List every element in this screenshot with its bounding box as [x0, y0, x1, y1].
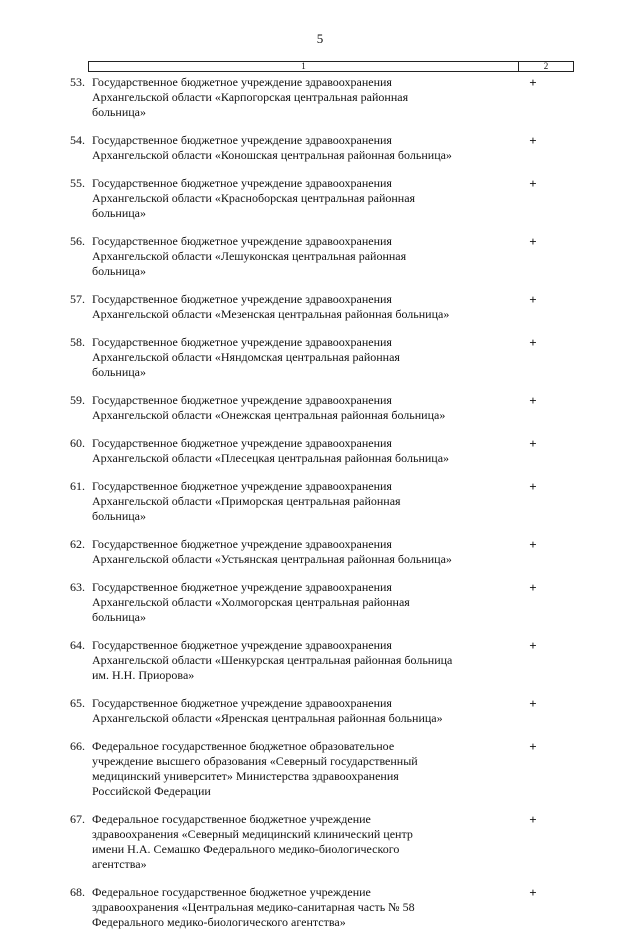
- institution-name: [92, 393, 502, 423]
- inclusion-mark: +: [529, 885, 537, 900]
- institution-name: [92, 580, 502, 625]
- inclusion-mark: +: [529, 335, 537, 350]
- item-number: 60.: [70, 436, 85, 450]
- item-number: 61.: [70, 479, 85, 493]
- institution-name-line: Архангельской области «Яренская центральная районная больница»: [92, 711, 443, 725]
- inclusion-mark: +: [529, 812, 537, 827]
- institution-name: [92, 234, 502, 279]
- institution-name-line: Архангельской области «Приморская центральная районная: [92, 494, 401, 508]
- institution-name-line: агентства»: [92, 857, 147, 871]
- list-item: [0, 479, 640, 524]
- institution-name-line: здравоохранения «Северный медицинский клинический центр: [92, 827, 413, 841]
- inclusion-mark: +: [529, 176, 537, 191]
- institution-name-line: Государственное бюджетное учреждение здравоохранения: [92, 133, 392, 147]
- institution-name: [92, 739, 502, 799]
- institution-name-line: Архангельской области «Няндомская центральная районная: [92, 350, 400, 364]
- institution-name-line: больница»: [92, 365, 146, 379]
- list-item: [0, 393, 640, 423]
- institution-name-line: Архангельской области «Карпогорская центральная районная: [92, 90, 409, 104]
- institution-name: [92, 812, 502, 872]
- item-number: 66.: [70, 739, 85, 753]
- inclusion-mark: +: [529, 75, 537, 90]
- institution-name-line: больница»: [92, 105, 146, 119]
- institution-name-line: Архангельской области «Коношская центральная районная больница»: [92, 148, 452, 162]
- list-item: [0, 696, 640, 726]
- institution-name-line: им. Н.Н. Приорова»: [92, 668, 195, 682]
- institution-name-line: Государственное бюджетное учреждение здравоохранения: [92, 580, 392, 594]
- institution-name-line: Государственное бюджетное учреждение здравоохранения: [92, 335, 392, 349]
- inclusion-mark: +: [529, 739, 537, 754]
- item-number: 55.: [70, 176, 85, 190]
- institution-name-line: Архангельской области «Красноборская центральная районная: [92, 191, 416, 205]
- list-item: [0, 75, 640, 120]
- item-number: 56.: [70, 234, 85, 248]
- inclusion-mark: +: [529, 133, 537, 148]
- list-item: [0, 638, 640, 683]
- item-number: 67.: [70, 812, 85, 826]
- table-header: [88, 61, 574, 72]
- institution-name-line: Архангельской области «Плесецкая центральная районная больница»: [92, 451, 450, 465]
- institution-name-line: Архангельской области «Лешуконская центральная районная: [92, 249, 407, 263]
- item-number: 62.: [70, 537, 85, 551]
- institution-name: [92, 885, 502, 930]
- institution-name-line: Государственное бюджетное учреждение здравоохранения: [92, 479, 392, 493]
- list-item: [0, 234, 640, 279]
- header-col-1: 1: [89, 62, 519, 71]
- inclusion-mark: +: [529, 580, 537, 595]
- page-number: 5: [316, 31, 324, 46]
- institution-name-line: больница»: [92, 264, 146, 278]
- institution-name: [92, 436, 502, 466]
- inclusion-mark: +: [529, 537, 537, 552]
- item-number: 57.: [70, 292, 85, 306]
- institution-name-line: Государственное бюджетное учреждение здравоохранения: [92, 234, 392, 248]
- institution-name-line: Федеральное государственное бюджетное учреждение: [92, 812, 371, 826]
- list-item: [0, 292, 640, 322]
- institution-name: [92, 176, 502, 221]
- list-item: [0, 436, 640, 466]
- institution-name-line: Архангельской области «Шенкурская центральная районная больница: [92, 653, 453, 667]
- institution-list: [0, 75, 640, 943]
- institution-name-line: Федеральное государственное бюджетное образовательное: [92, 739, 395, 753]
- institution-name-line: медицинский университет» Министерства здравоохранения: [92, 769, 399, 783]
- institution-name-line: Государственное бюджетное учреждение здравоохранения: [92, 638, 392, 652]
- item-number: 58.: [70, 335, 85, 349]
- institution-name: [92, 292, 502, 322]
- item-number: 68.: [70, 885, 85, 899]
- inclusion-mark: +: [529, 393, 537, 408]
- institution-name-line: Государственное бюджетное учреждение здравоохранения: [92, 292, 392, 306]
- institution-name-line: Государственное бюджетное учреждение здравоохранения: [92, 696, 392, 710]
- list-item: [0, 537, 640, 567]
- institution-name: [92, 479, 502, 524]
- inclusion-mark: +: [529, 436, 537, 451]
- institution-name-line: Государственное бюджетное учреждение здравоохранения: [92, 176, 392, 190]
- item-number: 63.: [70, 580, 85, 594]
- institution-name: [92, 133, 502, 163]
- header-col-2: 2: [543, 61, 549, 71]
- inclusion-mark: +: [529, 479, 537, 494]
- institution-name-line: учреждение высшего образования «Северный государственный: [92, 754, 418, 768]
- item-number: 65.: [70, 696, 85, 710]
- institution-name-line: Федеральное государственное бюджетное учреждение: [92, 885, 371, 899]
- institution-name-line: больница»: [92, 509, 146, 523]
- institution-name-line: Архангельской области «Устьянская центральная районная больница»: [92, 552, 452, 566]
- institution-name-line: Государственное бюджетное учреждение здравоохранения: [92, 436, 392, 450]
- list-item: [0, 580, 640, 625]
- institution-name-line: Государственное бюджетное учреждение здравоохранения: [92, 537, 392, 551]
- item-number: 54.: [70, 133, 85, 147]
- institution-name-line: Государственное бюджетное учреждение здравоохранения: [92, 75, 392, 89]
- item-number: 59.: [70, 393, 85, 407]
- institution-name-line: здравоохранения «Центральная медико-санитарная часть № 58: [92, 900, 415, 914]
- list-item: [0, 133, 640, 163]
- list-item: [0, 739, 640, 799]
- list-item: [0, 885, 640, 930]
- institution-name-line: Российской Федерации: [92, 784, 211, 798]
- institution-name-line: Федерального медико-биологического агентства»: [92, 915, 346, 929]
- list-item: [0, 176, 640, 221]
- institution-name-line: Архангельской области «Холмогорская центральная районная: [92, 595, 410, 609]
- list-item: [0, 812, 640, 872]
- item-number: 64.: [70, 638, 85, 652]
- institution-name: [92, 335, 502, 380]
- institution-name-line: Государственное бюджетное учреждение здравоохранения: [92, 393, 392, 407]
- institution-name: [92, 537, 502, 567]
- inclusion-mark: +: [529, 234, 537, 249]
- inclusion-mark: +: [529, 292, 537, 307]
- institution-name: [92, 75, 502, 120]
- institution-name-line: больница»: [92, 206, 146, 220]
- institution-name-line: больница»: [92, 610, 146, 624]
- institution-name: [92, 696, 502, 726]
- institution-name-line: имени Н.А. Семашко Федерального медико-биологического: [92, 842, 400, 856]
- list-item: [0, 335, 640, 380]
- institution-name: [92, 638, 502, 683]
- item-number: 53.: [70, 75, 85, 89]
- inclusion-mark: +: [529, 696, 537, 711]
- institution-name-line: Архангельской области «Мезенская центральная районная больница»: [92, 307, 450, 321]
- inclusion-mark: +: [529, 638, 537, 653]
- institution-name-line: Архангельской области «Онежская центральная районная больница»: [92, 408, 446, 422]
